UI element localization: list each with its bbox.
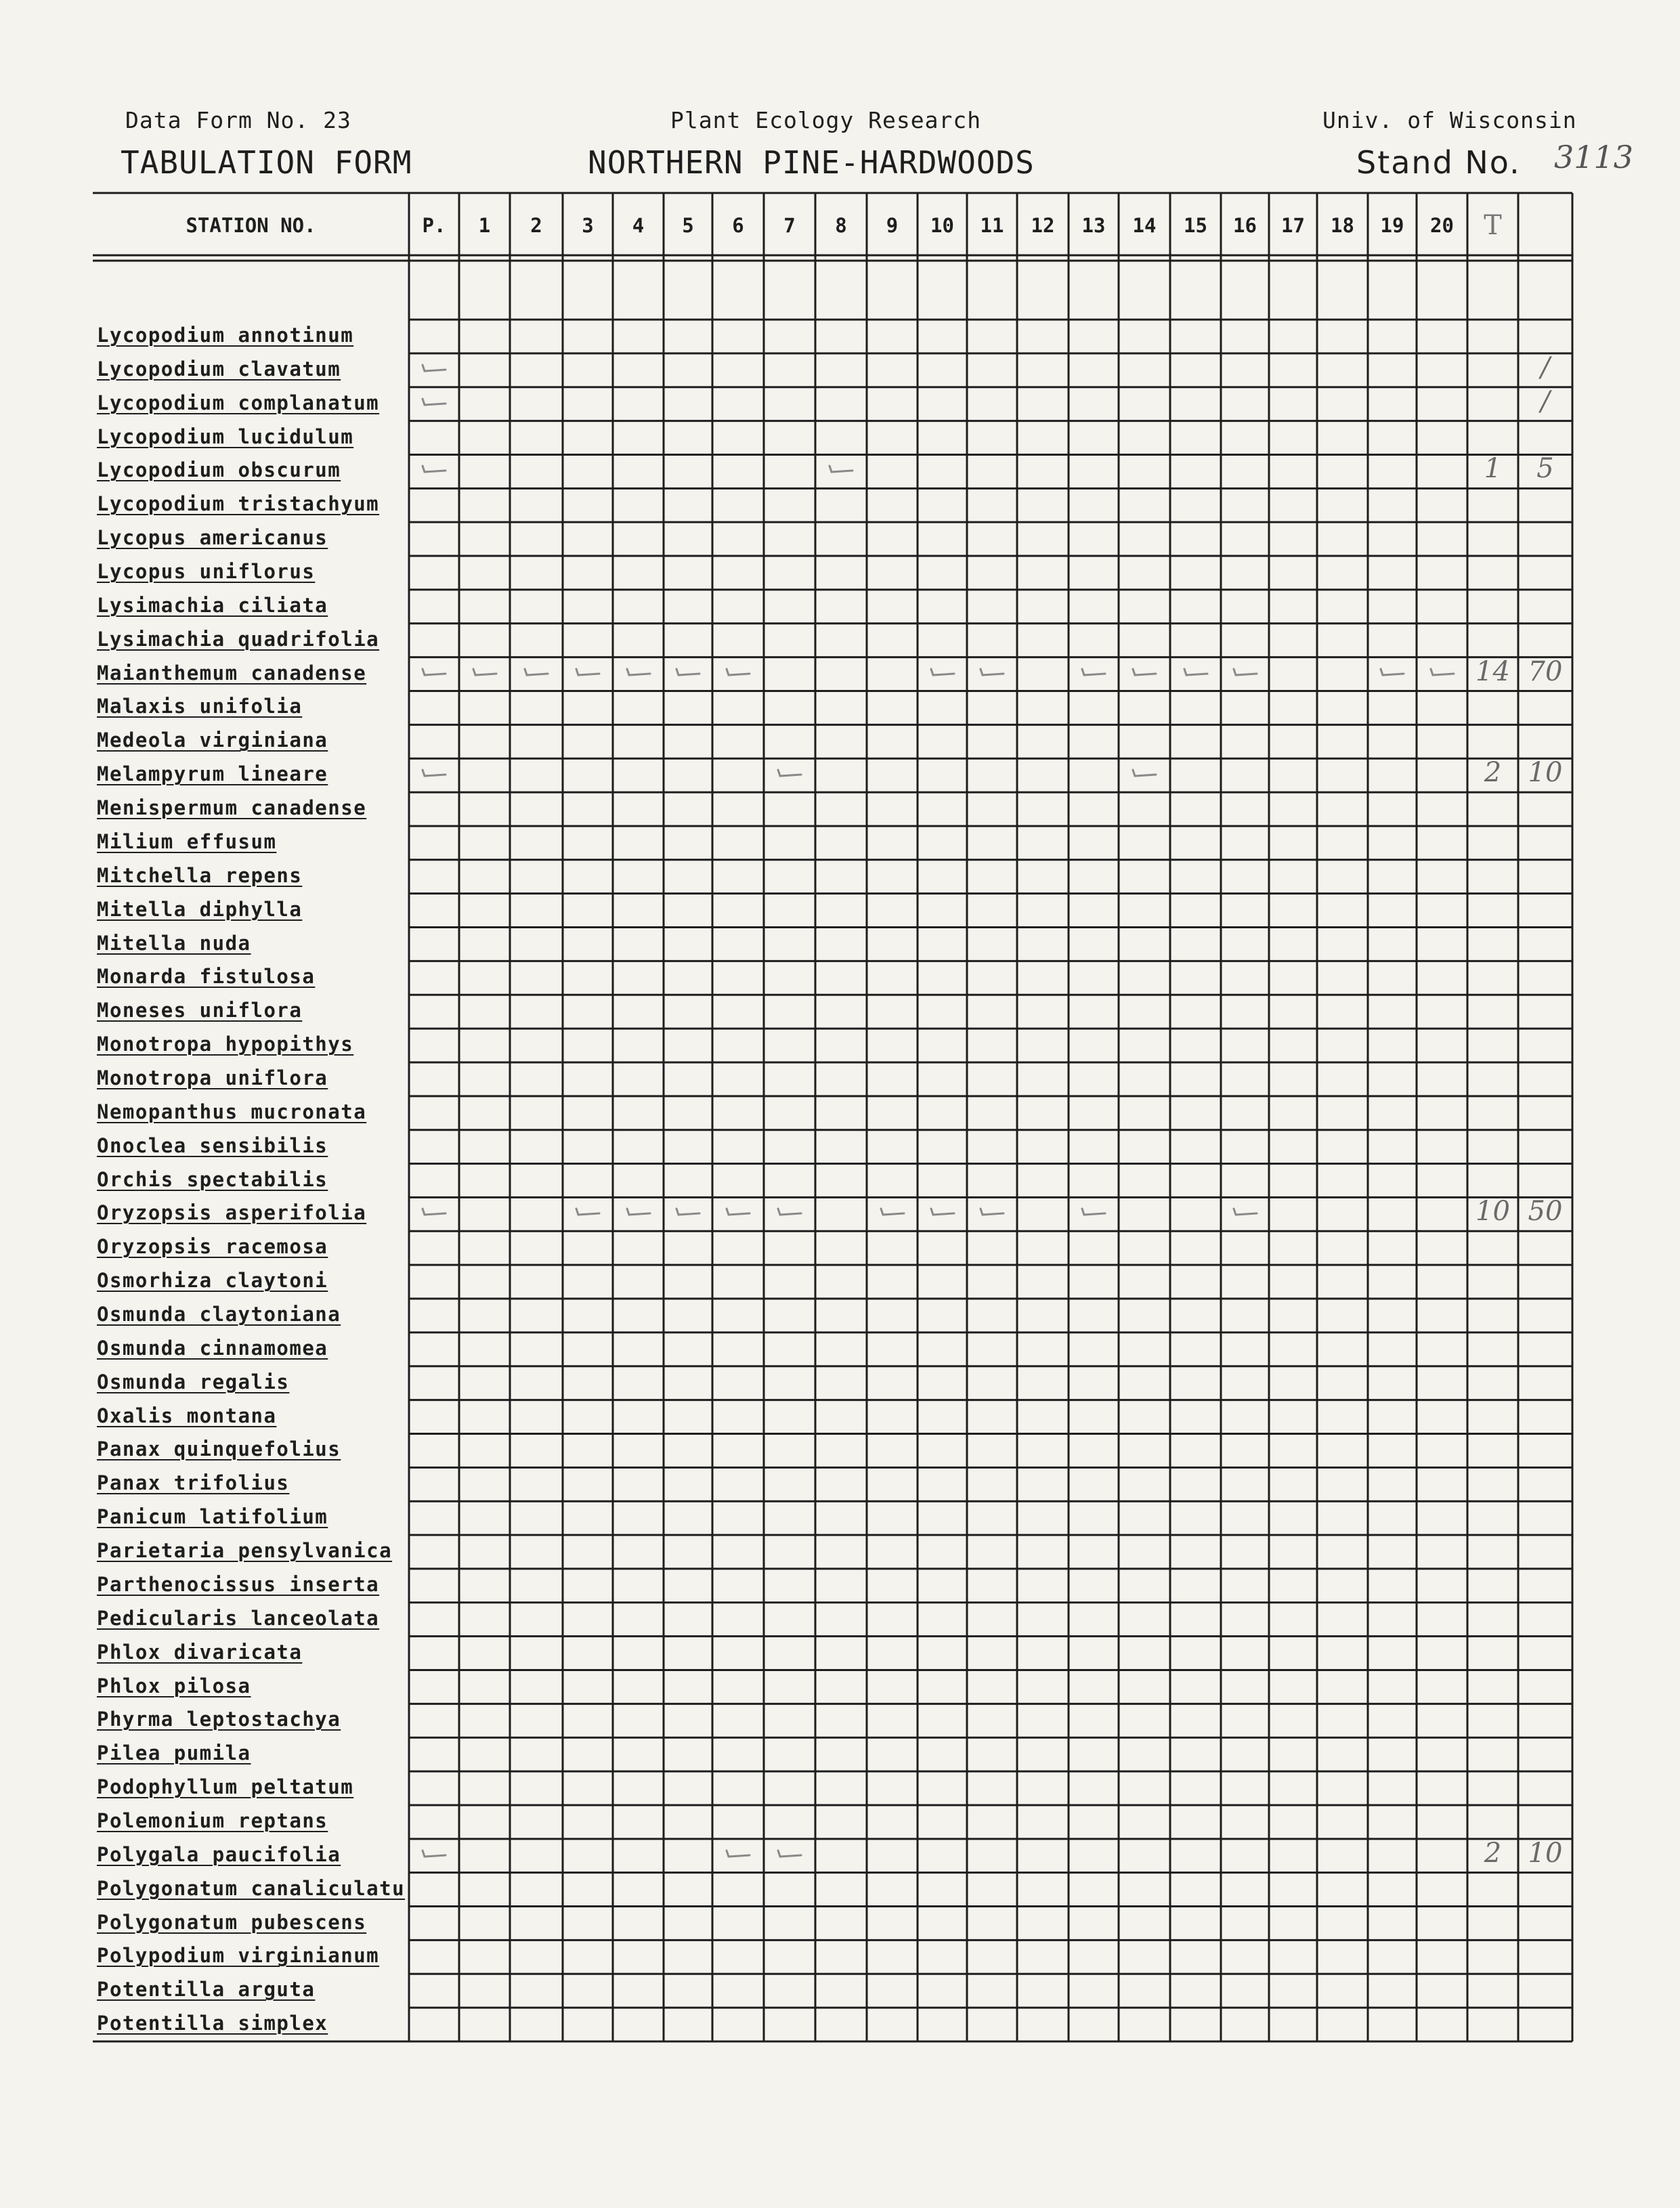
species-name: Lycopodium clavatum	[97, 357, 341, 381]
species-name: Lycopodium obscurum	[97, 458, 341, 482]
species-name: Lycopus uniflorus	[97, 560, 316, 584]
species-name: Lycopus americanus	[97, 526, 328, 550]
frequency-cell	[1518, 1027, 1572, 1061]
frequency-cell	[1518, 993, 1572, 1027]
species-name: Lycopodium lucidulum	[97, 425, 354, 448]
species-name: Lycopodium complanatum	[97, 391, 380, 414]
total-count-cell	[1467, 420, 1518, 454]
total-count-cell	[1467, 1736, 1518, 1770]
frequency-cell	[1518, 1736, 1572, 1770]
species-name: Polemonium reptans	[97, 1809, 328, 1832]
frequency-cell	[1518, 1163, 1572, 1196]
total-count-cell	[1467, 1601, 1518, 1635]
frequency-cell	[1518, 1230, 1572, 1263]
check-mark-icon	[725, 1206, 752, 1218]
species-name: Polygonatum canaliculatu	[97, 1876, 406, 1900]
total-count-cell	[1467, 1702, 1518, 1736]
total-count-cell	[1467, 1871, 1518, 1905]
species-name: Mitella nuda	[97, 931, 251, 955]
check-mark-icon	[929, 666, 956, 678]
frequency-cell	[1518, 1905, 1572, 1939]
species-name: Mitella diphylla	[97, 897, 303, 921]
frequency-cell	[1518, 791, 1572, 825]
species-name: Parietaria pensylvanica	[97, 1539, 393, 1563]
check-mark-icon	[574, 666, 601, 678]
frequency-cell	[1518, 555, 1572, 588]
species-name: Lycopodium annotinum	[97, 324, 354, 347]
species-name: Lysimachia quadrifolia	[97, 627, 380, 651]
frequency-cell	[1518, 1095, 1572, 1129]
frequency-cell	[1518, 588, 1572, 622]
total-count-cell	[1467, 959, 1518, 993]
frequency-cell	[1518, 1466, 1572, 1500]
check-mark-icon	[1379, 666, 1406, 678]
total-count-cell	[1467, 1669, 1518, 1703]
species-name: Osmunda cinnamomea	[97, 1336, 328, 1360]
column-header: 15	[1184, 214, 1207, 237]
column-header: 16	[1233, 214, 1257, 237]
column-header: 6	[732, 214, 744, 237]
total-count-cell	[1467, 1061, 1518, 1095]
check-mark-icon	[776, 767, 803, 779]
frequency-cell	[1518, 2006, 1572, 2040]
species-name: Polypodium virginianum	[97, 1944, 380, 1968]
frequency-cell	[1518, 892, 1572, 926]
species-name: Milium effusum	[97, 829, 277, 853]
check-mark-icon	[776, 1848, 803, 1860]
species-name: Medeola virginiana	[97, 729, 328, 752]
column-header: 14	[1132, 214, 1157, 237]
check-mark-icon	[471, 666, 498, 678]
species-name: Phlox pilosa	[97, 1674, 251, 1697]
check-mark-icon	[879, 1206, 906, 1218]
total-count-cell	[1467, 825, 1518, 859]
check-mark-icon	[1131, 767, 1158, 779]
total-count-cell	[1467, 1095, 1518, 1129]
species-name: Panax trifolius	[97, 1471, 290, 1495]
frequency-cell	[1518, 1399, 1572, 1433]
frequency-cell	[1518, 959, 1572, 993]
total-count-cell	[1467, 555, 1518, 588]
species-name: Orchis spectabilis	[97, 1167, 328, 1191]
species-name: Oxalis montana	[97, 1404, 277, 1427]
frequency-cell	[1518, 825, 1572, 859]
check-mark-icon	[978, 1206, 1006, 1218]
check-mark-icon	[725, 666, 752, 678]
frequency-cell	[1518, 1432, 1572, 1466]
total-count-cell	[1467, 1129, 1518, 1163]
check-mark-icon	[1182, 666, 1209, 678]
species-name: Oryzopsis asperifolia	[97, 1201, 367, 1225]
species-name: Melampyrum lineare	[97, 762, 328, 786]
frequency-cell: 10	[1528, 757, 1563, 789]
column-header: 18	[1331, 214, 1354, 237]
frequency-cell	[1518, 1297, 1572, 1331]
total-count-cell: 1	[1484, 453, 1502, 485]
species-name: Podophyllum peltatum	[97, 1775, 354, 1799]
species-name: Oryzopsis racemosa	[97, 1235, 328, 1259]
total-count-cell: 14	[1476, 655, 1510, 687]
frequency-cell	[1518, 1500, 1572, 1534]
species-name: Nemopanthus mucronata	[97, 1100, 367, 1123]
frequency-cell	[1518, 1804, 1572, 1838]
species-name: Monotropa uniflora	[97, 1066, 328, 1089]
check-mark-icon	[929, 1206, 956, 1218]
total-count-cell	[1467, 1331, 1518, 1365]
frequency-cell: 50	[1528, 1196, 1563, 1228]
total-count-cell: 2	[1484, 1837, 1502, 1869]
total-count-cell	[1467, 1939, 1518, 1972]
species-name: Potentilla arguta	[97, 1978, 316, 2001]
check-mark-icon	[421, 362, 448, 374]
total-count-cell	[1467, 1466, 1518, 1500]
total-count-cell	[1467, 1534, 1518, 1567]
forest-type-title: NORTHERN PINE-HARDWOODS	[588, 144, 1035, 181]
frequency-cell	[1518, 1972, 1572, 2006]
frequency-cell	[1518, 1365, 1572, 1399]
total-count-cell	[1467, 386, 1518, 420]
species-name: Pilea pumila	[97, 1741, 251, 1765]
total-count-cell	[1467, 588, 1518, 622]
total-count-cell: 2	[1484, 757, 1502, 789]
species-name: Osmunda claytoniana	[97, 1303, 341, 1326]
total-count-cell	[1467, 318, 1518, 352]
column-header: 13	[1081, 214, 1106, 237]
frequency-cell	[1518, 622, 1572, 656]
frequency-cell	[1518, 1702, 1572, 1736]
total-count-cell	[1467, 1163, 1518, 1196]
frequency-cell	[1518, 1534, 1572, 1567]
frequency-cell: /	[1541, 385, 1550, 417]
species-name: Onoclea sensibilis	[97, 1133, 328, 1157]
total-count-cell	[1467, 859, 1518, 892]
check-mark-icon	[421, 1848, 448, 1860]
total-count-cell	[1467, 1365, 1518, 1399]
check-mark-icon	[421, 767, 448, 779]
column-header: 7	[783, 214, 796, 237]
check-mark-icon	[1080, 1206, 1107, 1218]
species-name: Monotropa hypopithys	[97, 1033, 354, 1056]
check-mark-icon	[1232, 666, 1259, 678]
species-name: Parthenocissus inserta	[97, 1572, 380, 1596]
column-header: 2	[530, 214, 542, 237]
total-count-cell	[1467, 723, 1518, 757]
total-count-cell	[1467, 1804, 1518, 1838]
total-count-cell	[1467, 352, 1518, 386]
frequency-cell	[1518, 420, 1572, 454]
column-header: 9	[886, 214, 899, 237]
university-name: Univ. of Wisconsin	[1322, 107, 1577, 133]
column-header: 12	[1031, 214, 1055, 237]
frequency-cell	[1518, 1669, 1572, 1703]
check-mark-icon	[523, 666, 550, 678]
total-count-cell	[1467, 1027, 1518, 1061]
frequency-cell	[1518, 1871, 1572, 1905]
species-name: Panicum latifolium	[97, 1505, 328, 1529]
column-header: 11	[980, 214, 1004, 237]
column-header: P.	[422, 214, 446, 237]
check-mark-icon	[1232, 1206, 1259, 1218]
frequency-cell	[1518, 318, 1572, 352]
frequency-cell	[1518, 723, 1572, 757]
frequency-cell	[1518, 1129, 1572, 1163]
species-name: Osmunda regalis	[97, 1370, 290, 1393]
column-header: T	[1484, 210, 1502, 241]
total-count-cell	[1467, 689, 1518, 723]
frequency-cell	[1518, 1567, 1572, 1601]
frequency-cell	[1518, 1601, 1572, 1635]
total-count-cell	[1467, 1567, 1518, 1601]
check-mark-icon	[625, 1206, 652, 1218]
total-count-cell	[1467, 1230, 1518, 1263]
check-mark-icon	[776, 1206, 803, 1218]
species-name: Pedicularis lanceolata	[97, 1606, 380, 1630]
column-header: 4	[632, 214, 645, 237]
check-mark-icon	[421, 666, 448, 678]
frequency-cell	[1518, 926, 1572, 960]
total-count-cell	[1467, 1770, 1518, 1804]
species-name: Lycopodium tristachyum	[97, 492, 380, 516]
frequency-cell	[1518, 1635, 1572, 1669]
species-name: Maianthemum canadense	[97, 661, 367, 685]
check-mark-icon	[421, 396, 448, 408]
species-name: Phyrma leptostachya	[97, 1708, 341, 1731]
total-count-cell	[1467, 892, 1518, 926]
check-mark-icon	[1131, 666, 1158, 678]
column-header: 17	[1281, 214, 1305, 237]
frequency-cell	[1518, 1331, 1572, 1365]
total-count-cell	[1467, 1635, 1518, 1669]
check-mark-icon	[725, 1848, 752, 1860]
stand-number-label: Stand No.	[1356, 144, 1521, 181]
frequency-cell	[1518, 1939, 1572, 1972]
frequency-cell: 70	[1528, 655, 1563, 687]
total-count-cell	[1467, 993, 1518, 1027]
species-name: Lysimachia ciliata	[97, 593, 328, 617]
column-header: 20	[1430, 214, 1454, 237]
species-name: Potentilla simplex	[97, 2012, 328, 2035]
species-name: Phlox divaricata	[97, 1640, 303, 1664]
species-name: Polygala paucifolia	[97, 1842, 341, 1866]
form-number: Data Form No. 23	[125, 107, 351, 133]
column-header: 19	[1380, 214, 1404, 237]
total-count-cell	[1467, 1432, 1518, 1466]
check-mark-icon	[421, 463, 448, 475]
species-name: Polygonatum pubescens	[97, 1910, 367, 1934]
frequency-cell: /	[1541, 351, 1550, 383]
frequency-cell	[1518, 521, 1572, 555]
frequency-cell	[1518, 487, 1572, 521]
total-count-cell	[1467, 926, 1518, 960]
check-mark-icon	[674, 1206, 702, 1218]
frequency-cell: 5	[1536, 453, 1554, 485]
column-header: 5	[682, 214, 694, 237]
frequency-cell	[1518, 1770, 1572, 1804]
check-mark-icon	[674, 666, 702, 678]
check-mark-icon	[978, 666, 1006, 678]
frequency-cell	[1518, 1061, 1572, 1095]
total-count-cell	[1467, 2006, 1518, 2040]
frequency-cell	[1518, 689, 1572, 723]
research-title: Plant Ecology Research	[670, 107, 982, 133]
total-count-cell	[1467, 791, 1518, 825]
species-name: Menispermum canadense	[97, 796, 367, 820]
total-count-cell	[1467, 1905, 1518, 1939]
column-header: 1	[478, 214, 491, 237]
species-name: Mitchella repens	[97, 863, 303, 887]
total-count-cell	[1467, 521, 1518, 555]
column-header: STATION NO.	[186, 214, 316, 237]
check-mark-icon	[625, 666, 652, 678]
check-mark-icon	[1080, 666, 1107, 678]
stand-number-value: 3113	[1554, 139, 1634, 175]
total-count-cell	[1467, 622, 1518, 656]
check-mark-icon	[421, 1206, 448, 1218]
species-name: Panax quinquefolius	[97, 1437, 341, 1461]
form-title: TABULATION FORM	[121, 144, 412, 181]
frequency-cell	[1518, 859, 1572, 892]
total-count-cell	[1467, 1297, 1518, 1331]
total-count-cell	[1467, 1399, 1518, 1433]
species-name: Osmorhiza claytoni	[97, 1269, 328, 1293]
column-header: 3	[582, 214, 594, 237]
total-count-cell: 10	[1476, 1196, 1510, 1228]
check-mark-icon	[1429, 666, 1456, 678]
total-count-cell	[1467, 487, 1518, 521]
total-count-cell	[1467, 1500, 1518, 1534]
species-name: Moneses uniflora	[97, 999, 303, 1022]
frequency-cell	[1518, 1263, 1572, 1297]
total-count-cell	[1467, 1972, 1518, 2006]
column-header: 8	[835, 214, 847, 237]
check-mark-icon	[574, 1206, 601, 1218]
column-header: 10	[930, 214, 954, 237]
frequency-cell: 10	[1528, 1837, 1563, 1869]
species-name: Monarda fistulosa	[97, 965, 316, 989]
total-count-cell	[1467, 1263, 1518, 1297]
species-name: Malaxis unifolia	[97, 695, 303, 718]
check-mark-icon	[827, 463, 855, 475]
